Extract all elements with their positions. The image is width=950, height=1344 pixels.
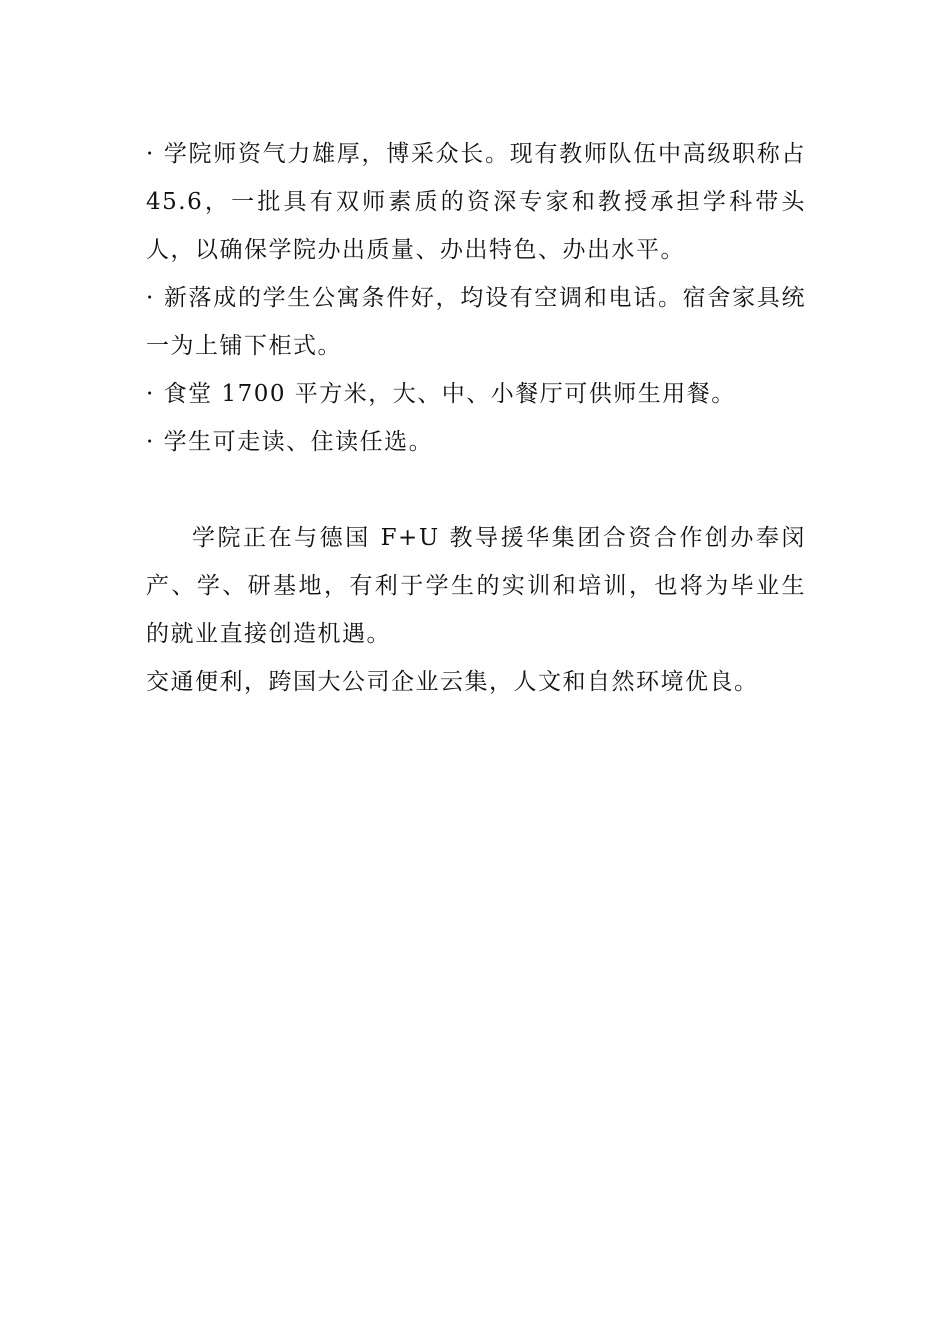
paragraph-spacer <box>146 466 806 514</box>
closing-line: 交通便利，跨国大公司企业云集，人文和自然环境优良。 <box>146 669 759 695</box>
document-body <box>146 130 806 706</box>
bullet-dormitory: · 新落成的学生公寓条件好，均设有空调和电话。宿舍家具统一为上铺下柜式。 <box>146 285 806 359</box>
bullet-faculty: · 学院师资气力雄厚，博采众长。现有教师队伍中高级职称占 45.6，一批具有双师素质的资深专家和教授承担学科带头人，以确保学院办出质量、办出特色、办出水平。 <box>146 141 806 263</box>
bullet-canteen: · 食堂 1700 平方米，大、中、小餐厅可供师生用餐。 <box>146 381 736 407</box>
bullet-residence-option: · 学生可走读、住读任选。 <box>146 429 434 455</box>
cooperation-paragraph: 学院正在与德国 F+U 教导援华集团合资合作创办奉闵产、学、研基地，有利于学生的实训和培训，也将为毕业生的就业直接创造机遇。 <box>146 525 806 647</box>
